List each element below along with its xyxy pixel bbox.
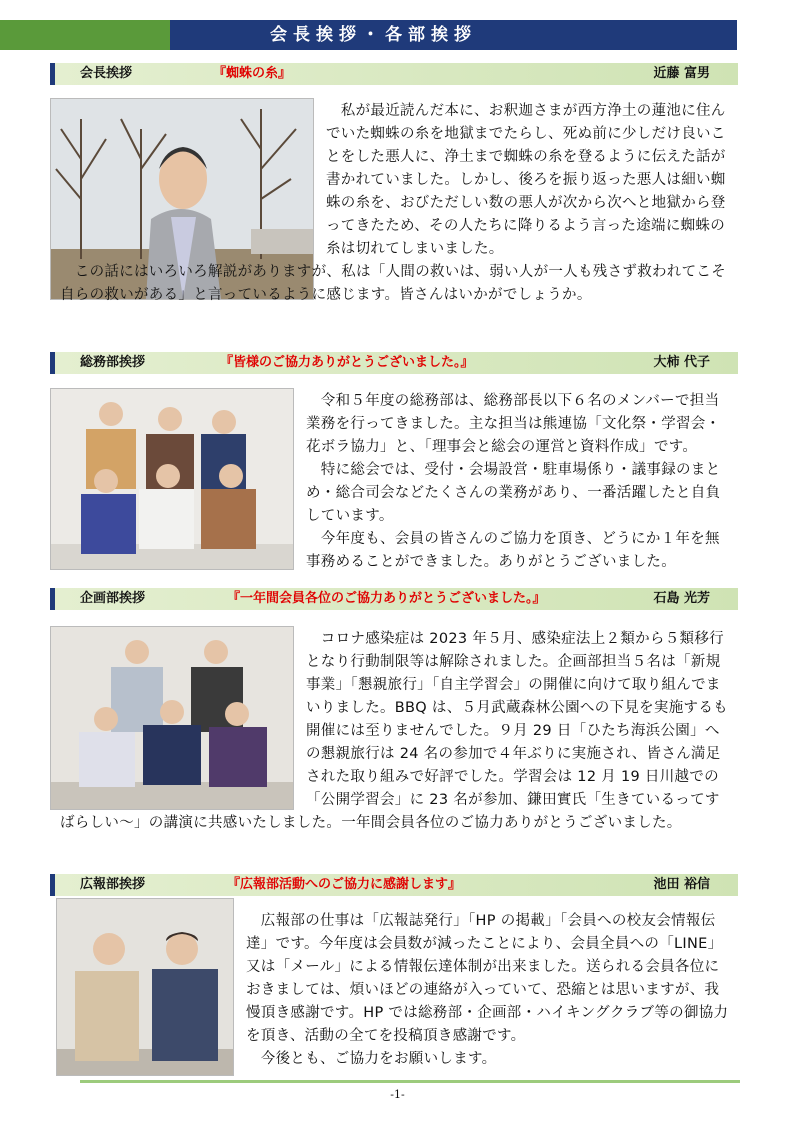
paragraph: 広報部の仕事は「広報誌発行」「HP の掲載」「会員への校友会情報伝達」です。今年度は会員数が減ったことにより、会員全員への「LINE」又は「メール」による情報伝達体制が出来ました。送られる会員各位におきましては、煩いほどの連絡が入っていて、恐縮とは思いますが、我慢頂き感謝です。HP では総務部・企画部・ハイキングクラブ等の御協力を頂き、活動の全てを投稿頂き感謝です。 (246, 913, 729, 1044)
section-title: 『蜘蛛の糸』 (213, 66, 292, 81)
photo-spacer (60, 100, 326, 260)
section-role: 広報部挨拶 (80, 877, 146, 892)
section-author: 石島 光芳 (653, 591, 710, 606)
general-affairs-photo (50, 388, 294, 570)
paragraph: 私が最近読んだ本に、お釈迦さまが西方浄土の蓮池に住んでいた蜘蛛の糸を地獄までたらし、死ぬ前に少しだけ良いことをした悪人に、浄土まで蜘蛛の糸を登るように伝えた話が書かれていました。しかし、後ろを振り返った悪人は細い蜘蛛の糸を、おびただしい数の悪人が次から次へと地獄から登ってきたため、その人たちに降りるよう言った途端に蜘蛛の糸は切れてしまいました。 (326, 103, 726, 257)
paragraph: 令和５年度の総務部は、総務部長以下６名のメンバーで担当業務を行ってきました。主な担当は熊連協「文化祭・学習会・花ボラ協力」と、「理事会と総会の運営と資料作成」です。 (306, 393, 721, 455)
section-title: 『一年間会員各位のご協力ありがとうございました。』 (227, 591, 546, 606)
section-author: 池田 裕信 (653, 877, 710, 892)
section-role: 総務部挨拶 (80, 355, 146, 370)
paragraph: この話にはいろいろ解説がありますが、私は「人間の救いは、弱い人が一人も残さず救われてこそ自らの救いがある」と言っているように感じます。皆さんはいかがでしょうか。 (60, 264, 726, 303)
section-author: 近藤 富男 (653, 66, 710, 81)
public-relations-photo (56, 898, 234, 1076)
section-role: 会長挨拶 (80, 66, 133, 81)
paragraph: 今後とも、ご協力をお願いします。 (246, 1051, 497, 1067)
footer-divider (80, 1080, 740, 1083)
page-title: 会長挨拶・各部挨拶 (170, 20, 737, 50)
photo-spacer (60, 628, 306, 808)
section-role: 企画部挨拶 (80, 591, 146, 606)
section-author: 大柿 代子 (653, 355, 710, 370)
page-number: -1- (390, 1088, 405, 1101)
section-bar-planning (50, 588, 738, 610)
section-title: 『広報部活動へのご協力に感謝します』 (227, 877, 462, 892)
general-affairs-text (306, 390, 732, 574)
section-bar-general-affairs (50, 352, 738, 374)
paragraph: コロナ感染症は 2023 年５月、感染症法上２類から５類移行となり行動制限等は解除されました。企画部担当５名は「新規事業」「懇親旅行」「自主学習会」の開催に向けて取り組んでまいりました。BBQ は、５月武蔵森林公園への下見を実施するも開催には至りませんでした。９月 29 日「ひたち海浜公園」への懇親旅行は 24 名の参加で４年ぶりに実施され、皆さん満足された取り組みで好評でした。学習会は 12 月 19 日川越での「公開学習会」に 23 名が参加、鎌田實氏「生きているってすばらしい～」の講演に共感いたしました。一年間会員各位のご協力ありがとうございました。 (60, 631, 728, 831)
planning-text (60, 628, 732, 835)
paragraph: 特に総会では、受付・会場設営・駐車場係り・議事録のまとめ・総合司会などたくさんの業務があり、一番活躍したと自負しています。 (306, 462, 721, 524)
section-bar-public-relations (50, 874, 738, 896)
section-title: 『皆様のご協力ありがとうございました。』 (220, 355, 474, 370)
public-relations-text (246, 910, 732, 1071)
header-accent (0, 20, 170, 50)
section-bar-president (50, 63, 738, 85)
president-text (60, 100, 732, 307)
paragraph: 今年度も、会員の皆さんのご協力を頂き、どうにか１年を無事務めることができました。ありがとうございました。 (306, 531, 720, 570)
